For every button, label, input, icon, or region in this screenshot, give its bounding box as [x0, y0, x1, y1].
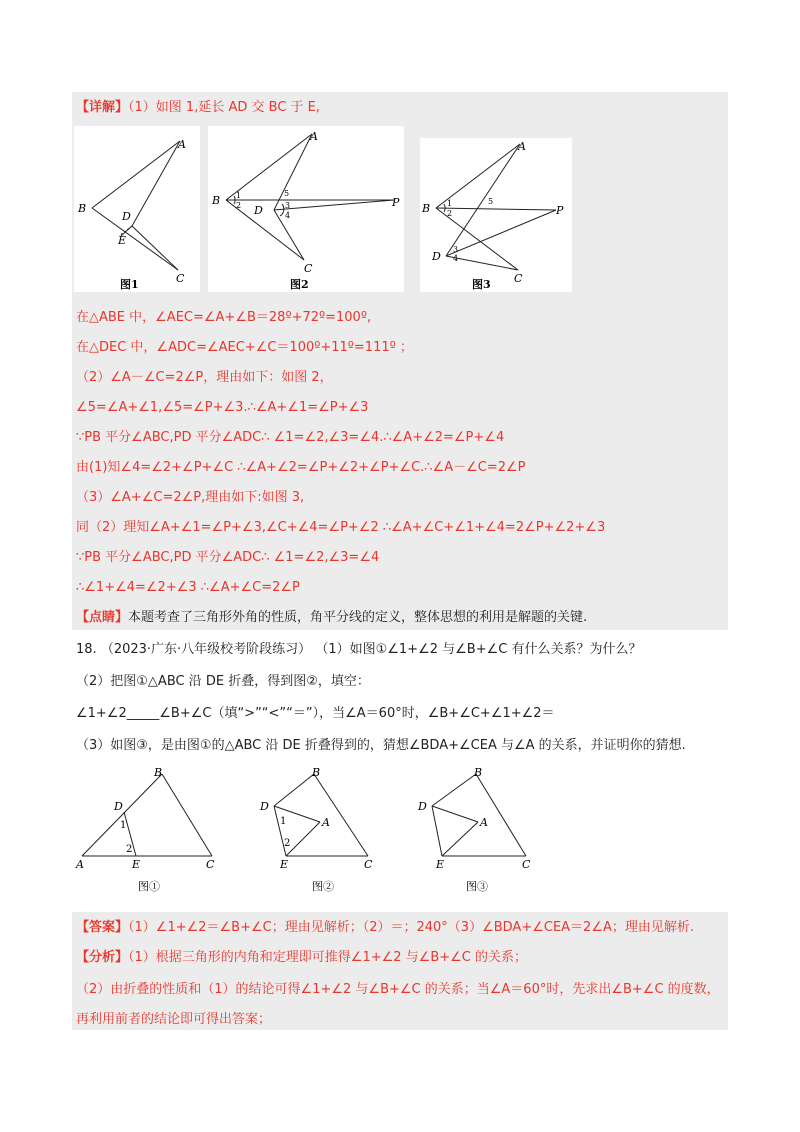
figure-circle-3-diagram [414, 764, 540, 904]
fig2-caption: 图2 [290, 278, 309, 291]
circ1-label-D: D [114, 800, 123, 813]
fig1-label-D: D [122, 210, 131, 223]
circ3-label-A: A [480, 816, 488, 829]
q18-part2-fill: ∠1+∠2_____∠B+∠C（填“>”“<”“＝”），当∠A＝60°时，∠B+∠C+∠1+∠2＝ [76, 706, 555, 721]
fig2-label-5: 5 [284, 189, 290, 198]
detail-part1-intro: （1）如图 1,延长 AD 交 BC 于 E, [128, 100, 321, 115]
detail-part1-line1: 在△ABE 中，∠AEC=∠A+∠B＝28º+72º=100º, [76, 310, 372, 325]
circ3-label-D: D [418, 800, 427, 813]
fig2-label-D: D [254, 204, 263, 217]
analysis-line1-wrap [76, 950, 527, 966]
circ1-label-E: E [132, 858, 141, 871]
circ1-caption: 图① [138, 880, 160, 893]
fig2-label-2: 2 [236, 201, 242, 210]
fig3-label-A: A [518, 140, 526, 153]
fig3-label-4: 4 [453, 254, 459, 263]
comment-tag: 【点睛】 [76, 610, 129, 625]
answer-text: （1）∠1+∠2＝∠B+∠C；理由见解析；（2）＝；240°（3）∠BDA+∠CEA＝2∠A；理由见解析. [128, 920, 695, 935]
circ1-label-B: B [154, 766, 163, 779]
circ2-label-E: E [280, 858, 289, 871]
circ2-label-D: D [260, 800, 269, 813]
fig3-label-1: 1 [447, 199, 453, 208]
figure-3 [420, 138, 572, 292]
circ2-label-A: A [322, 816, 330, 829]
figure-circle-2-diagram [256, 764, 382, 904]
q18-part1: （1）如图①∠1+∠2 与∠B+∠C 有什么关系？为什么？ [315, 642, 642, 657]
fig3-label-3: 3 [453, 245, 459, 254]
q18-number: 18. [76, 642, 97, 657]
circ1-label-C: C [206, 858, 215, 871]
fig1-label-C: C [176, 272, 185, 285]
fig3-label-D: D [432, 250, 441, 263]
fig2-label-B: B [212, 194, 221, 207]
circ3-label-C: C [522, 858, 531, 871]
circ1-label-1: 1 [120, 820, 127, 831]
detail-tag: 【详解】 [76, 100, 129, 115]
fig3-label-C: C [514, 272, 523, 285]
q18-source: （2023·广东·八年级校考阶段练习） [100, 642, 312, 657]
circ2-label-C: C [364, 858, 373, 871]
answer-tag: 【答案】 [76, 920, 129, 935]
comment-line [76, 610, 587, 626]
circ2-caption: 图② [312, 880, 334, 893]
circ1-label-A: A [76, 858, 84, 871]
detail-part1-line2: 在△DEC 中，∠ADC=∠AEC+∠C＝100º+11º=111º ； [76, 340, 413, 355]
detail-part2-line1: （2）∠A－∠C=2∠P，理由如下：如图 2， [76, 370, 333, 385]
detail-part3-line1: （3）∠A+∠C=2∠P,理由如下:如图 3, [76, 490, 305, 505]
fig3-label-P: P [556, 204, 564, 217]
analysis-line3: 再利用前者的结论即可得出答案； [76, 1012, 272, 1027]
figure-1 [74, 126, 200, 292]
circ1-label-2: 2 [126, 844, 133, 855]
detail-part3-line4: ∴∠1+∠4=∠2+∠3 ∴∠A+∠C=2∠P [76, 580, 300, 595]
detail-part3-line2: 同（2）理知∠A+∠1=∠P+∠3,∠C+∠4=∠P+∠2 ∴∠A+∠C+∠1+∠4=2∠P+∠2+∠3 [76, 520, 606, 535]
comment-text: 本题考查了三角形外角的性质，角平分线的定义，整体思想的利用是解题的关键. [128, 610, 588, 625]
fig3-label-5: 5 [488, 197, 494, 206]
circ2-label-2: 2 [284, 838, 291, 849]
figure-circle-1-diagram [74, 764, 230, 904]
analysis-tag: 【分析】 [76, 950, 129, 965]
q18-header [76, 642, 641, 658]
circ3-label-B: B [474, 766, 483, 779]
figure-3-diagram [420, 138, 572, 292]
detail-heading [76, 100, 320, 116]
q18-part3: （3）如图③，是由图①的△ABC 沿 DE 折叠得到的，猜想∠BDA+∠CEA 与∠A 的关系，并证明你的猜想. [76, 738, 686, 753]
fig1-label-A: A [178, 138, 186, 151]
circ2-label-1: 1 [280, 816, 287, 827]
fig3-caption: 图3 [472, 278, 491, 291]
fig1-label-B: B [78, 202, 87, 215]
figure-1-diagram [74, 126, 200, 292]
fig2-label-3: 3 [285, 201, 291, 210]
fig1-label-E: E [118, 234, 127, 247]
detail-part2-line4: 由(1)知∠4=∠2+∠P+∠C ∴∠A+∠2=∠P+∠2+∠P+∠C.∴∠A－∠C=2∠P [76, 460, 526, 475]
circ3-caption: 图③ [466, 880, 488, 893]
analysis-line2: （2）由折叠的性质和（1）的结论可得∠1+∠2 与∠B+∠C 的关系；当∠A＝60°时，先求出∠B+∠C 的度数， [76, 982, 720, 997]
figure-circle-1 [74, 764, 230, 904]
circ2-label-B: B [312, 766, 321, 779]
answer-line [76, 920, 694, 936]
fig3-label-B: B [422, 202, 431, 215]
circ3-label-E: E [436, 858, 445, 871]
detail-part3-line3: ∵PB 平分∠ABC,PD 平分∠ADC∴ ∠1=∠2,∠3=∠4 [76, 550, 380, 565]
figure-2 [208, 126, 404, 292]
fig2-label-C: C [304, 262, 313, 275]
q18-part2: （2）把图①△ABC 沿 DE 折叠，得到图②，填空： [76, 674, 370, 689]
fig2-label-A: A [310, 130, 318, 143]
figure-2-diagram [208, 126, 404, 292]
analysis-line1: （1）根据三角形的内角和定理即可推得∠1+∠2 与∠B+∠C 的关系； [128, 950, 527, 965]
fig2-label-1: 1 [236, 191, 242, 200]
fig1-caption: 图1 [120, 278, 139, 291]
figure-circle-2 [256, 764, 382, 904]
detail-part2-line2: ∠5=∠A+∠1,∠5=∠P+∠3.∴∠A+∠1=∠P+∠3 [76, 400, 369, 415]
detail-part2-line3: ∵PB 平分∠ABC,PD 平分∠ADC∴ ∠1=∠2,∠3=∠4.∴∠A+∠2=∠P+∠4 [76, 430, 505, 445]
figure-circle-3 [414, 764, 540, 904]
fig2-label-P: P [392, 196, 400, 209]
fig3-label-2: 2 [447, 209, 453, 218]
fig2-label-4: 4 [285, 211, 291, 220]
